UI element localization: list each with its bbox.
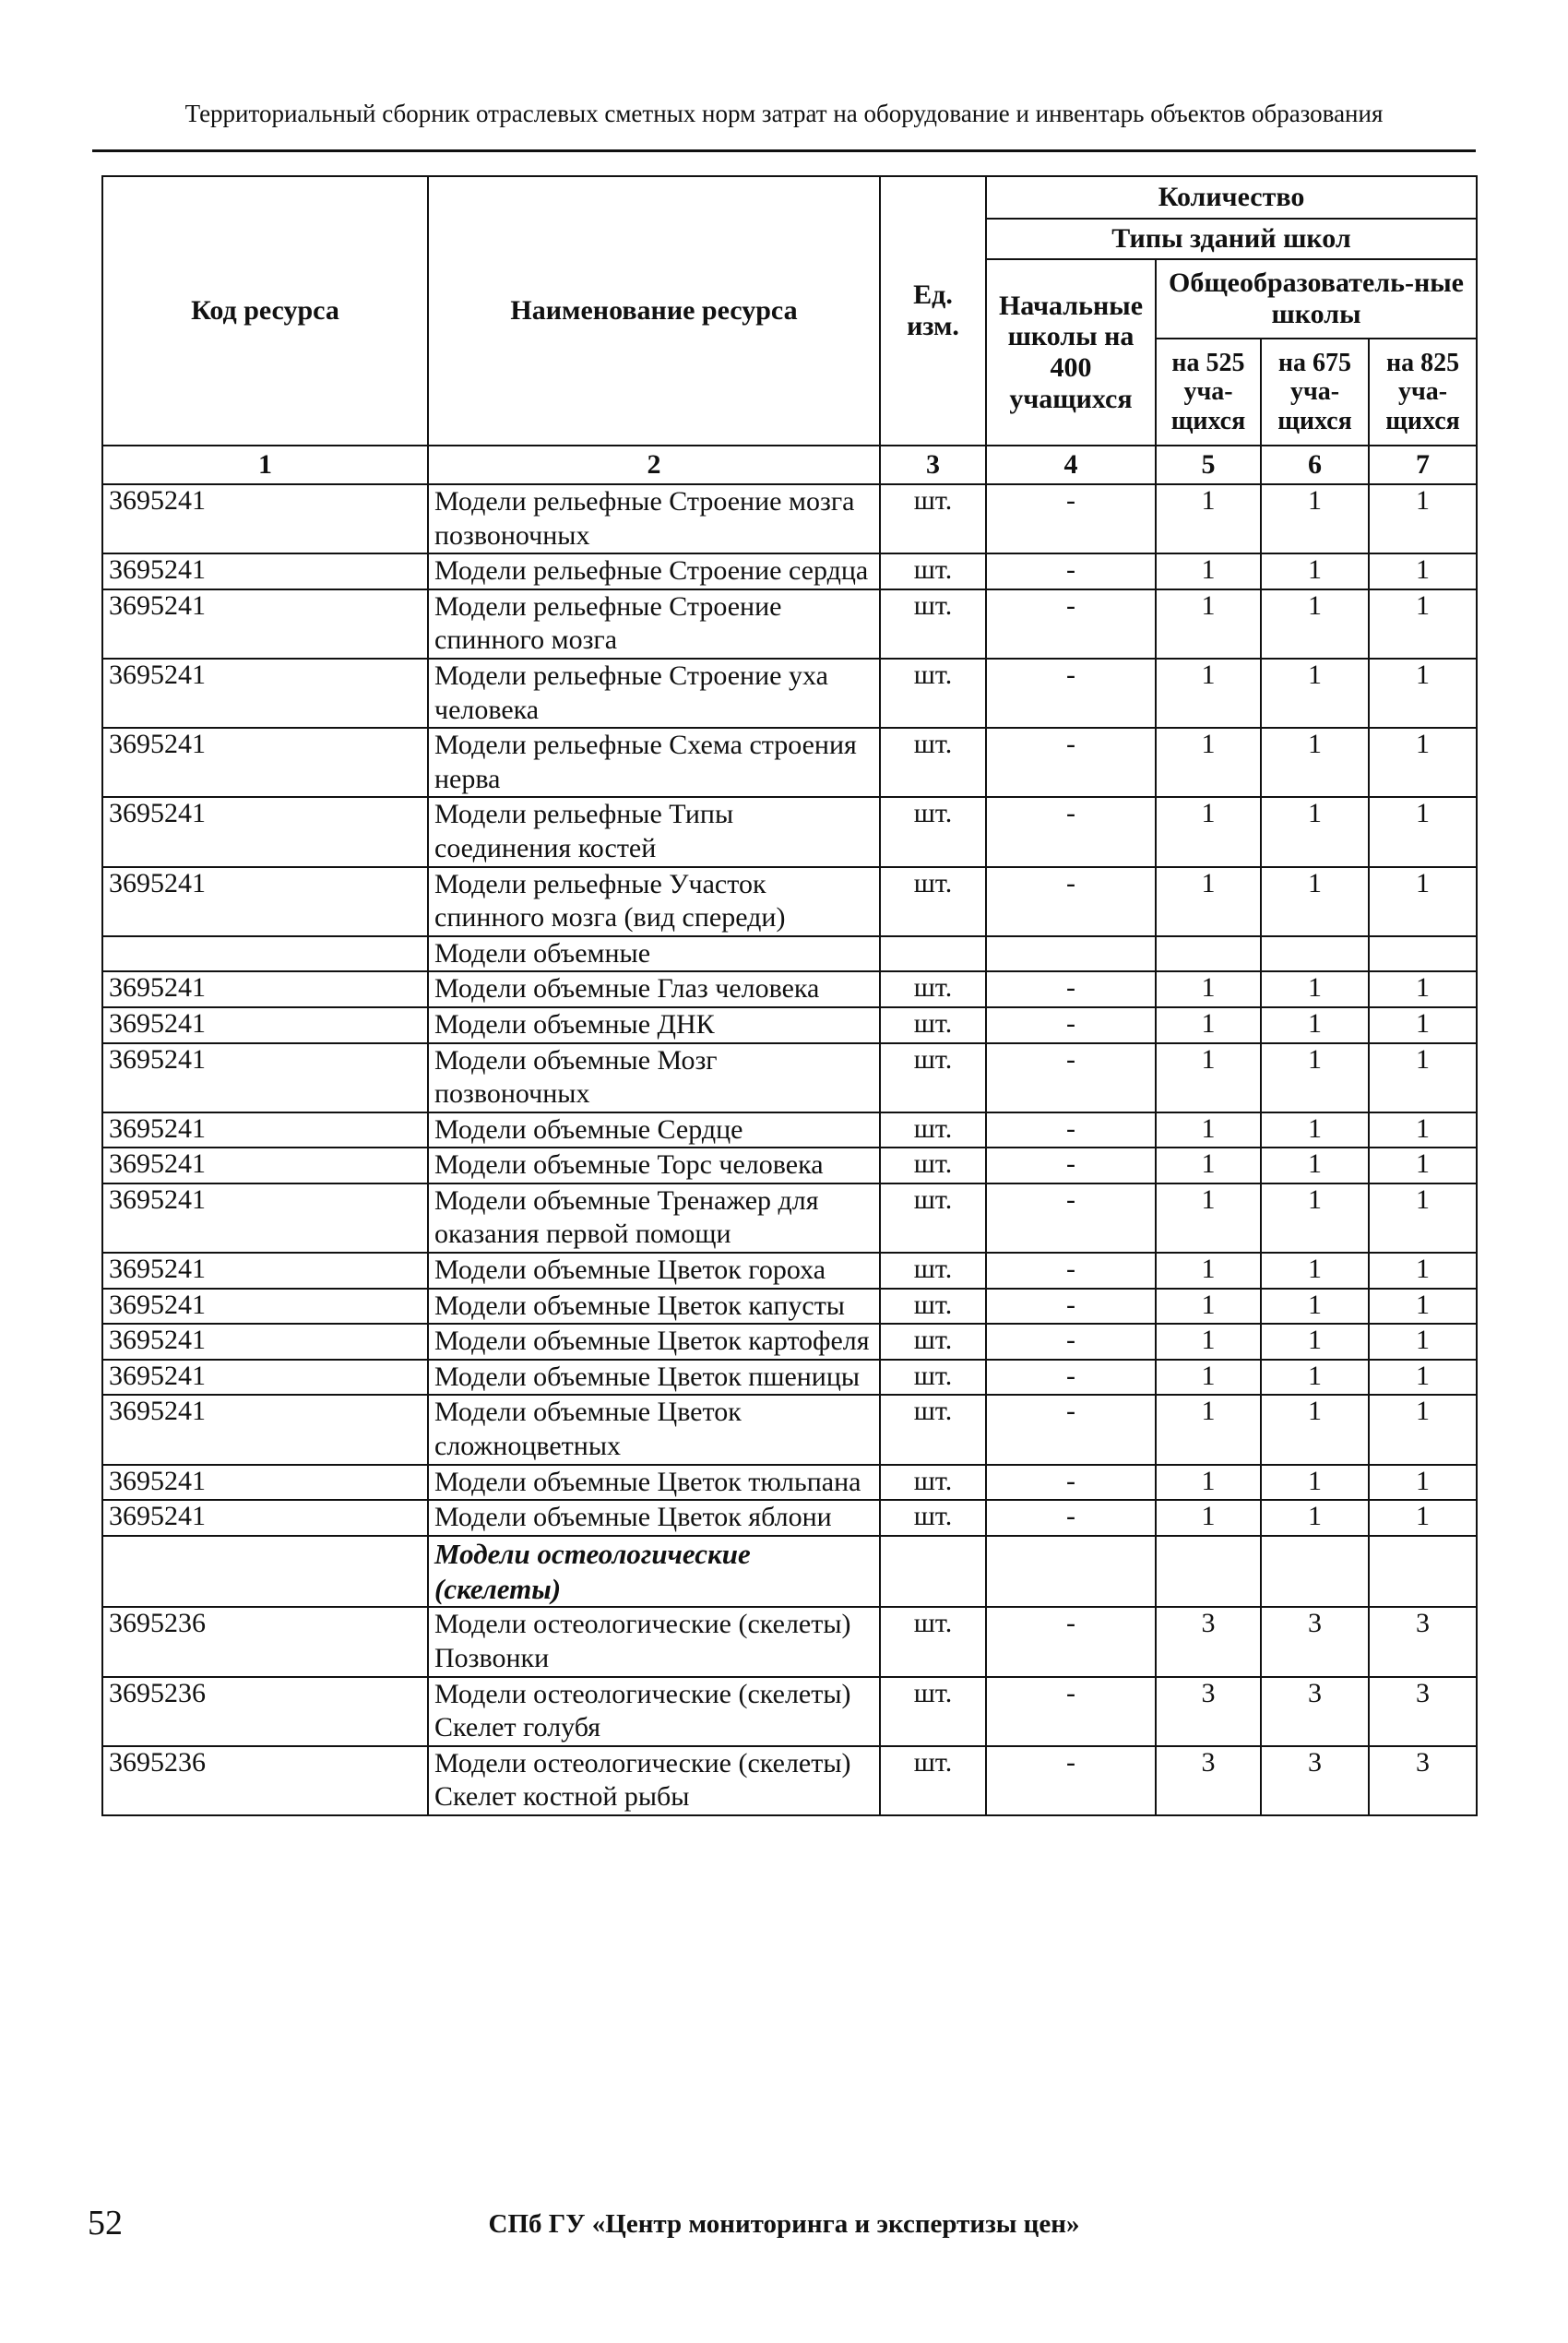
qty-675: 1 <box>1261 971 1369 1007</box>
header-primary-schools: Начальные школы на 400 учащихся <box>986 259 1156 446</box>
qty-525: 3 <box>1156 1607 1261 1676</box>
table-row <box>102 1395 1477 1464</box>
qty-525: 1 <box>1156 1148 1261 1183</box>
qty-825: 1 <box>1369 1360 1477 1396</box>
resource-name: Модели объемные Тренажер для оказания первой помощи <box>428 1183 880 1253</box>
table-row <box>102 971 1477 1007</box>
table-row <box>102 1148 1477 1183</box>
qty-525 <box>1156 1536 1261 1608</box>
unit: шт. <box>880 867 986 936</box>
unit: шт. <box>880 659 986 728</box>
qty-825: 1 <box>1369 971 1477 1007</box>
resource-code: 3695241 <box>102 1043 428 1112</box>
qty-525: 3 <box>1156 1677 1261 1746</box>
qty-400: - <box>986 659 1156 728</box>
unit: шт. <box>880 589 986 659</box>
resource-name: Модели остеологические (скелеты) <box>428 1536 880 1608</box>
resource-name: Модели объемные Мозг позвоночных <box>428 1043 880 1112</box>
table-row <box>102 484 1477 553</box>
qty-400 <box>986 1536 1156 1608</box>
table-row <box>102 936 1477 972</box>
qty-525: 1 <box>1156 1395 1261 1464</box>
resource-name: Модели объемные ДНК <box>428 1007 880 1043</box>
unit: шт. <box>880 1289 986 1325</box>
resource-code: 3695241 <box>102 484 428 553</box>
unit: шт. <box>880 553 986 589</box>
resource-code: 3695241 <box>102 1360 428 1396</box>
resource-name: Модели остеологические (скелеты) Скелет костной рыбы <box>428 1746 880 1815</box>
qty-525: 3 <box>1156 1746 1261 1815</box>
resource-name: Модели рельефные Участок спинного мозга (вид спереди) <box>428 867 880 936</box>
table-row <box>102 659 1477 728</box>
table-row <box>102 1007 1477 1043</box>
table-row <box>102 1360 1477 1396</box>
column-number: 5 <box>1156 446 1261 484</box>
qty-825: 1 <box>1369 1043 1477 1112</box>
qty-525: 1 <box>1156 1183 1261 1253</box>
resource-name: Модели объемные Глаз человека <box>428 971 880 1007</box>
resource-name: Модели рельефные Строение уха человека <box>428 659 880 728</box>
qty-675 <box>1261 936 1369 972</box>
qty-400: - <box>986 1007 1156 1043</box>
qty-825: 1 <box>1369 728 1477 797</box>
resource-code: 3695241 <box>102 728 428 797</box>
qty-400: - <box>986 553 1156 589</box>
resource-code: 3695241 <box>102 1465 428 1501</box>
table-row <box>102 728 1477 797</box>
qty-525: 1 <box>1156 1500 1261 1536</box>
resource-name: Модели объемные Цветок картофеля <box>428 1324 880 1360</box>
qty-400: - <box>986 484 1156 553</box>
qty-825: 1 <box>1369 797 1477 866</box>
unit: шт. <box>880 1007 986 1043</box>
header-525: на 525 уча-щихся <box>1156 339 1261 446</box>
qty-675: 1 <box>1261 1112 1369 1148</box>
resource-code: 3695241 <box>102 1183 428 1253</box>
qty-675: 3 <box>1261 1677 1369 1746</box>
qty-525: 1 <box>1156 553 1261 589</box>
resource-code: 3695236 <box>102 1677 428 1746</box>
qty-825: 1 <box>1369 1289 1477 1325</box>
unit: шт. <box>880 1465 986 1501</box>
qty-525: 1 <box>1156 1465 1261 1501</box>
qty-675: 1 <box>1261 589 1369 659</box>
unit: шт. <box>880 1253 986 1289</box>
qty-525: 1 <box>1156 484 1261 553</box>
resource-code: 3695241 <box>102 659 428 728</box>
unit: шт. <box>880 728 986 797</box>
qty-825 <box>1369 1536 1477 1608</box>
page-number: 52 <box>88 2204 123 2242</box>
table-row <box>102 1746 1477 1815</box>
column-number: 4 <box>986 446 1156 484</box>
qty-525: 1 <box>1156 797 1261 866</box>
resource-code <box>102 1536 428 1608</box>
qty-675: 1 <box>1261 1043 1369 1112</box>
qty-825: 1 <box>1369 1253 1477 1289</box>
unit: шт. <box>880 1148 986 1183</box>
qty-825: 1 <box>1369 659 1477 728</box>
qty-400: - <box>986 1324 1156 1360</box>
resource-code: 3695241 <box>102 589 428 659</box>
unit <box>880 1536 986 1608</box>
qty-400: - <box>986 1500 1156 1536</box>
qty-400: - <box>986 1183 1156 1253</box>
qty-400: - <box>986 1253 1156 1289</box>
qty-825 <box>1369 936 1477 972</box>
table-row <box>102 1677 1477 1746</box>
resource-name: Модели объемные Торс человека <box>428 1148 880 1183</box>
resource-name: Модели рельефные Строение мозга позвоночных <box>428 484 880 553</box>
unit: шт. <box>880 971 986 1007</box>
table-row <box>102 1043 1477 1112</box>
qty-400: - <box>986 589 1156 659</box>
table-row <box>102 553 1477 589</box>
qty-675: 1 <box>1261 1289 1369 1325</box>
resource-code: 3695241 <box>102 797 428 866</box>
qty-400 <box>986 936 1156 972</box>
resource-name: Модели рельефные Строение спинного мозга <box>428 589 880 659</box>
table-row <box>102 1607 1477 1676</box>
unit: шт. <box>880 1183 986 1253</box>
header-unit: Ед. изм. <box>880 176 986 446</box>
resource-code: 3695241 <box>102 1500 428 1536</box>
table-row <box>102 1112 1477 1148</box>
unit: шт. <box>880 1324 986 1360</box>
resource-name: Модели рельефные Строение сердца <box>428 553 880 589</box>
qty-825: 1 <box>1369 1148 1477 1183</box>
resource-code: 3695241 <box>102 1112 428 1148</box>
qty-675: 1 <box>1261 867 1369 936</box>
qty-525: 1 <box>1156 728 1261 797</box>
resource-name: Модели рельефные Типы соединения костей <box>428 797 880 866</box>
table-row <box>102 1253 1477 1289</box>
qty-825: 1 <box>1369 1500 1477 1536</box>
running-header: Территориальный сборник отраслевых сметных норм затрат на оборудование и инвентарь объектов образования <box>184 100 1384 127</box>
column-number: 2 <box>428 446 880 484</box>
resource-name: Модели остеологические (скелеты) Позвонки <box>428 1607 880 1676</box>
qty-400: - <box>986 1746 1156 1815</box>
header-name: Наименование ресурса <box>428 176 880 446</box>
qty-825: 1 <box>1369 1465 1477 1501</box>
qty-825: 3 <box>1369 1746 1477 1815</box>
resource-code: 3695241 <box>102 867 428 936</box>
qty-675: 1 <box>1261 1360 1369 1396</box>
footer-organization: СПб ГУ «Центр мониторинга и экспертизы цен» <box>488 2209 1080 2239</box>
column-numbers-row <box>102 446 1477 484</box>
qty-400: - <box>986 1112 1156 1148</box>
column-number: 6 <box>1261 446 1369 484</box>
qty-400: - <box>986 971 1156 1007</box>
unit: шт. <box>880 1360 986 1396</box>
qty-525: 1 <box>1156 1360 1261 1396</box>
qty-825: 1 <box>1369 553 1477 589</box>
resource-name: Модели объемные Цветок пшеницы <box>428 1360 880 1396</box>
resource-name: Модели объемные Сердце <box>428 1112 880 1148</box>
qty-525: 1 <box>1156 1007 1261 1043</box>
resource-code: 3695236 <box>102 1607 428 1676</box>
resource-name: Модели объемные Цветок яблони <box>428 1500 880 1536</box>
qty-525: 1 <box>1156 1324 1261 1360</box>
table-row <box>102 1289 1477 1325</box>
qty-400: - <box>986 1043 1156 1112</box>
header-825: на 825 уча-щихся <box>1369 339 1477 446</box>
qty-825: 1 <box>1369 484 1477 553</box>
qty-675: 1 <box>1261 797 1369 866</box>
header-quantity: Количество <box>986 176 1477 219</box>
resource-code: 3695241 <box>102 1007 428 1043</box>
header-code: Код ресурса <box>102 176 428 446</box>
qty-525: 1 <box>1156 1289 1261 1325</box>
qty-675: 1 <box>1261 659 1369 728</box>
qty-525: 1 <box>1156 1253 1261 1289</box>
unit: шт. <box>880 484 986 553</box>
unit: шт. <box>880 1500 986 1536</box>
header-general-schools: Общеобразователь-ные школы <box>1156 259 1477 339</box>
resource-table <box>101 175 1478 1816</box>
qty-400: - <box>986 1395 1156 1464</box>
resource-code <box>102 936 428 972</box>
resource-code: 3695241 <box>102 1289 428 1325</box>
resource-code: 3695241 <box>102 1324 428 1360</box>
qty-675: 1 <box>1261 1007 1369 1043</box>
resource-name: Модели объемные <box>428 936 880 972</box>
table-row <box>102 589 1477 659</box>
unit: шт. <box>880 1607 986 1676</box>
resource-code: 3695241 <box>102 1253 428 1289</box>
qty-400: - <box>986 1607 1156 1676</box>
resource-code: 3695241 <box>102 971 428 1007</box>
resource-name: Модели объемные Цветок сложноцветных <box>428 1395 880 1464</box>
qty-675: 1 <box>1261 728 1369 797</box>
qty-675 <box>1261 1536 1369 1608</box>
qty-400: - <box>986 797 1156 866</box>
column-number: 1 <box>102 446 428 484</box>
unit <box>880 936 986 972</box>
unit: шт. <box>880 1746 986 1815</box>
qty-825: 1 <box>1369 589 1477 659</box>
column-number: 3 <box>880 446 986 484</box>
qty-675: 1 <box>1261 1148 1369 1183</box>
qty-675: 1 <box>1261 484 1369 553</box>
unit: шт. <box>880 797 986 866</box>
qty-825: 3 <box>1369 1677 1477 1746</box>
qty-825: 1 <box>1369 1183 1477 1253</box>
header-675: на 675 уча-щихся <box>1261 339 1369 446</box>
qty-525: 1 <box>1156 589 1261 659</box>
unit: шт. <box>880 1395 986 1464</box>
qty-525: 1 <box>1156 1043 1261 1112</box>
qty-400: - <box>986 1360 1156 1396</box>
qty-675: 1 <box>1261 1183 1369 1253</box>
qty-400: - <box>986 1677 1156 1746</box>
table-row <box>102 867 1477 936</box>
column-number: 7 <box>1369 446 1477 484</box>
unit: шт. <box>880 1043 986 1112</box>
resource-name: Модели объемные Цветок тюльпана <box>428 1465 880 1501</box>
qty-400: - <box>986 1465 1156 1501</box>
qty-525: 1 <box>1156 971 1261 1007</box>
resource-name: Модели объемные Цветок капусты <box>428 1289 880 1325</box>
table-row <box>102 1183 1477 1253</box>
header-rule <box>92 149 1476 152</box>
qty-675: 1 <box>1261 553 1369 589</box>
resource-code: 3695241 <box>102 1148 428 1183</box>
qty-525: 1 <box>1156 659 1261 728</box>
resource-code: 3695241 <box>102 1395 428 1464</box>
qty-825: 1 <box>1369 1112 1477 1148</box>
resource-name: Модели рельефные Схема строения нерва <box>428 728 880 797</box>
qty-400: - <box>986 867 1156 936</box>
qty-675: 1 <box>1261 1500 1369 1536</box>
resource-code: 3695236 <box>102 1746 428 1815</box>
table-row <box>102 1465 1477 1501</box>
table-row <box>102 1500 1477 1536</box>
qty-400: - <box>986 1148 1156 1183</box>
qty-525: 1 <box>1156 1112 1261 1148</box>
unit: шт. <box>880 1677 986 1746</box>
qty-675: 3 <box>1261 1746 1369 1815</box>
section-row <box>102 1536 1477 1608</box>
resource-name: Модели объемные Цветок гороха <box>428 1253 880 1289</box>
resource-code: 3695241 <box>102 553 428 589</box>
resource-name: Модели остеологические (скелеты) Скелет голубя <box>428 1677 880 1746</box>
qty-825: 1 <box>1369 1395 1477 1464</box>
qty-825: 1 <box>1369 867 1477 936</box>
qty-675: 1 <box>1261 1465 1369 1501</box>
qty-825: 3 <box>1369 1607 1477 1676</box>
table-row <box>102 1324 1477 1360</box>
qty-400: - <box>986 728 1156 797</box>
qty-525 <box>1156 936 1261 972</box>
qty-675: 1 <box>1261 1253 1369 1289</box>
qty-675: 1 <box>1261 1395 1369 1464</box>
qty-825: 1 <box>1369 1007 1477 1043</box>
header-building-types: Типы зданий школ <box>986 219 1477 259</box>
table-body <box>102 446 1477 1815</box>
unit: шт. <box>880 1112 986 1148</box>
qty-675: 3 <box>1261 1607 1369 1676</box>
qty-825: 1 <box>1369 1324 1477 1360</box>
table-row <box>102 797 1477 866</box>
qty-675: 1 <box>1261 1324 1369 1360</box>
qty-400: - <box>986 1289 1156 1325</box>
qty-525: 1 <box>1156 867 1261 936</box>
